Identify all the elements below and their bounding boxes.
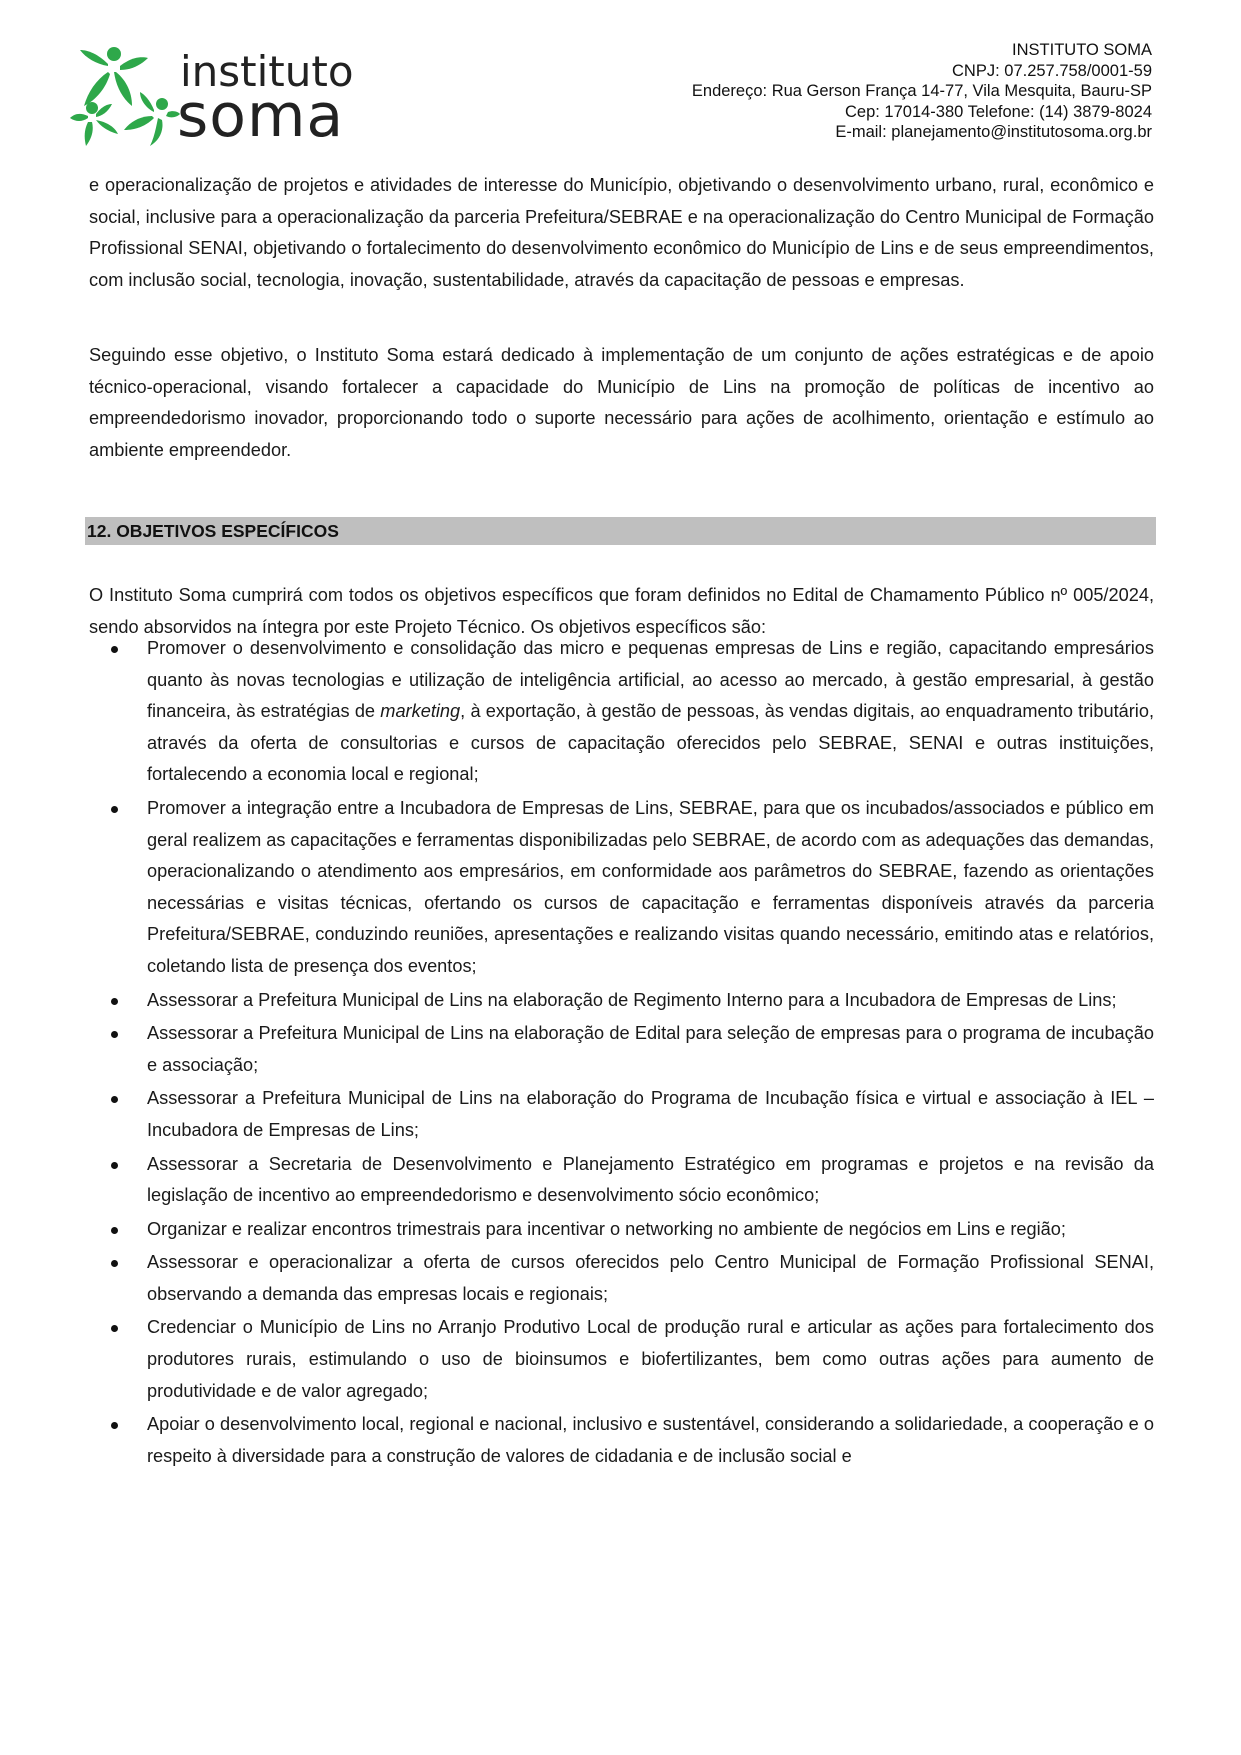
section-heading-bar [85, 517, 1156, 545]
cep-phone: Cep: 17014-380 Telefone: (14) 3879-8024 [844, 102, 1152, 121]
list-item: Promover o desenvolvimento e consolidação das micro e pequenas empresas de Lins e região, capacitando empresários quanto às novas tecnologias e utilização de inteligência artificial, ao acesso ao mercado, à gestão empresarial, à gestão financeira, às estratégias de marketing, à exportação, à gestão de pessoas, às vendas digitais, ao enquadramento tributário, através da oferta de consultorias e cursos de capacitação oferecidos pelo SEBRAE, SENAI e outras instituições, fortalecendo a economia local e regional; [89, 633, 1154, 791]
list-item: Promover a integração entre a Incubadora de Empresas de Lins, SEBRAE, para que os incubados/associados e público em geral realizem as capacitações e ferramentas disponibilizadas pelo SEBRAE, de acordo com as adequações das demandas, operacionalizando o atendimento aos empresários, em conformidade aos parâmetros do SEBRAE, fazendo as orientações necessárias e visitas técnicas, ofertando os cursos de capacitação e ferramentas disponíveis através da parceria Prefeitura/SEBRAE, conduzindo reuniões, apresentações e realizando visitas quando necessário, emitindo atas e relatórios, coletando lista de presença dos eventos; [89, 793, 1154, 983]
list-item: Credenciar o Município de Lins no Arranjo Produtivo Local de produção rural e articular as ações para fortalecimento dos produtores rurais, estimulando o uso de bioinsumos e biofertilizantes, bem como outras ações para aumento de produtividade e de valor agregado; [89, 1312, 1154, 1407]
bullet-icon [111, 806, 118, 813]
list-item: Assessorar a Prefeitura Municipal de Lins na elaboração de Edital para seleção de empresas para o programa de incubação e associação; [89, 1018, 1154, 1081]
bullet-icon [111, 1325, 118, 1332]
list-item: Assessorar a Prefeitura Municipal de Lins na elaboração de Regimento Interno para a Incubadora de Empresas de Lins; [89, 985, 1154, 1017]
bullet-icon [111, 998, 118, 1005]
org-name: INSTITUTO SOMA [1012, 41, 1152, 59]
logo-wordmark-line2: soma [177, 81, 345, 151]
bullet-icon [111, 1260, 118, 1267]
cnpj: CNPJ: 07.257.758/0001-59 [952, 61, 1152, 80]
logo [70, 42, 370, 152]
list-item: Assessorar e operacionalizar a oferta de cursos oferecidos pelo Centro Municipal de Formação Profissional SENAI, observando a demanda das empresas locais e regionais; [89, 1247, 1154, 1310]
logo-wordmark-line1: instituto [180, 47, 354, 96]
list-item: Assessorar a Prefeitura Municipal de Lins na elaboração do Programa de Incubação física e virtual e associação à IEL – Incubadora de Empresas de Lins; [89, 1083, 1154, 1146]
bullet-icon [111, 1096, 118, 1103]
three-green-figures-icon [70, 42, 180, 152]
list-item: Apoiar o desenvolvimento local, regional e nacional, inclusivo e sustentável, considerando a solidariedade, a cooperação e o respeito à diversidade para a construção de valores de cidadania e de inclusão social e [89, 1409, 1154, 1472]
bullet-icon [111, 1162, 118, 1169]
section-title: 12. OBJETIVOS ESPECÍFICOS [87, 521, 339, 541]
bullet-icon [111, 1031, 118, 1038]
address: Endereço: Rua Gerson França 14-77, Vila Mesquita, Bauru-SP [691, 82, 1152, 100]
bullet-icon [111, 646, 118, 653]
objectives-list [89, 633, 1154, 1474]
list-item: Organizar e realizar encontros trimestrais para incentivar o networking no ambiente de negócios em Lins e região; [89, 1214, 1154, 1246]
contact-block [692, 40, 1152, 143]
paragraph: Seguindo esse objetivo, o Instituto Soma estará dedicado à implementação de um conjunto de ações estratégicas e de apoio técnico-operacional, visando fortalecer a capacidade do Município de Lins na promoção de políticas de incentivo ao empreendedorismo inovador, proporcionando todo o suporte necessário para ações de acolhimento, orientação e estímulo ao ambiente empreendedor. [89, 345, 1154, 460]
italic-term: marketing [380, 701, 461, 722]
bullet-icon [111, 1422, 118, 1429]
paragraph: e operacionalização de projetos e atividades de interesse do Município, objetivando o desenvolvimento urbano, rural, econômico e social, inclusive para a operacionalização da parceria Prefeitura/SEBRAE e na operacionalização do Centro Municipal de Formação Profissional SENAI, objetivando o fortalecimento do desenvolvimento econômico do Município de Lins e de seus empreendimentos, com inclusão social, tecnologia, inovação, sustentabilidade, através da capacitação de pessoas e empresas. [89, 175, 1154, 290]
bullet-icon [111, 1227, 118, 1234]
section-intro: O Instituto Soma cumprirá com todos os objetivos específicos que foram definidos no Edital de Chamamento Público nº 005/2024, sendo absorvidos na íntegra por este Projeto Técnico. Os objetivos específicos são: [89, 585, 1154, 637]
email: E-mail: planejamento@institutosoma.org.br [835, 123, 1152, 141]
list-item: Assessorar a Secretaria de Desenvolvimento e Planejamento Estratégico em programas e projetos e na revisão da legislação de incentivo ao empreendedorismo e desenvolvimento sócio econômico; [89, 1149, 1154, 1212]
